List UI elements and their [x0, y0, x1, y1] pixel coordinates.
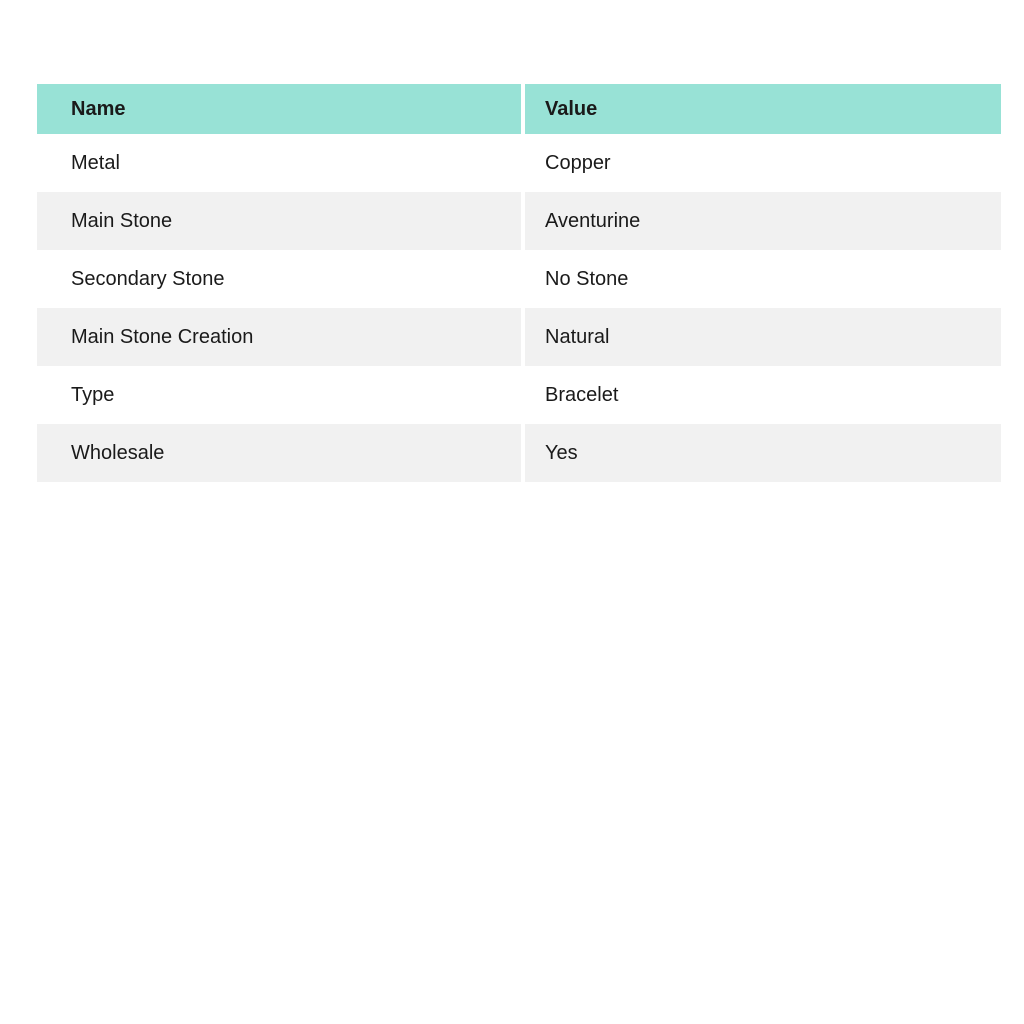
table-row	[37, 192, 1001, 250]
attribute-name: Main Stone Creation	[37, 308, 521, 366]
column-header-value: Value	[525, 84, 1001, 134]
attribute-name: Main Stone	[37, 192, 521, 250]
attribute-value: Natural	[525, 308, 1001, 366]
table-header-row	[37, 84, 1001, 134]
attribute-value: Bracelet	[525, 366, 1001, 424]
table-row	[37, 134, 1001, 192]
attribute-value: Copper	[525, 134, 1001, 192]
attribute-value: No Stone	[525, 250, 1001, 308]
attributes-table	[37, 84, 1001, 482]
attribute-value: Aventurine	[525, 192, 1001, 250]
attribute-name: Metal	[37, 134, 521, 192]
table-row	[37, 424, 1001, 482]
attribute-name: Secondary Stone	[37, 250, 521, 308]
attribute-value: Yes	[525, 424, 1001, 482]
attribute-name: Type	[37, 366, 521, 424]
table-row	[37, 250, 1001, 308]
table-row	[37, 308, 1001, 366]
attribute-name: Wholesale	[37, 424, 521, 482]
table-row	[37, 366, 1001, 424]
column-header-name: Name	[37, 84, 521, 134]
